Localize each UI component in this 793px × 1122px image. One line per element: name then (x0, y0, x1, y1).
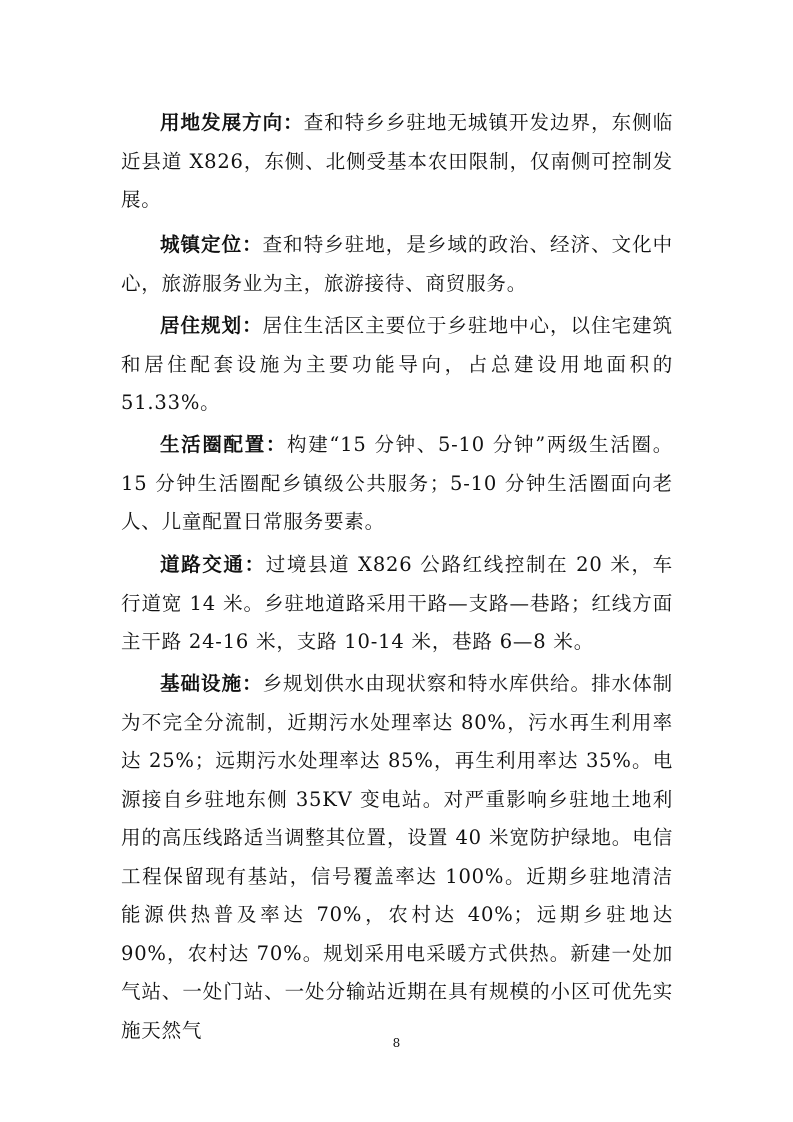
paragraph-town-positioning (121, 226, 673, 303)
paragraph-land-development-direction (121, 104, 673, 220)
paragraph-body: 查和特乡驻地，是乡域的政治、经济、文化中心，旅游服务业为主，旅游接待、商贸服务。 (121, 233, 673, 295)
paragraph-heading: 生活圈配置： (160, 433, 288, 456)
paragraph-body: 乡规划供水由现状察和特水库供给。排水体制为不完全分流制，近期污水处理率达 80%，污水再生利用率达 25%；远期污水处理率达 85%，再生利用率达 35%。电源接自乡驻地东侧 35KV 变电站。对严重影响乡驻地土地利用的高压线路适当调整其位置，设置 40 米宽防护绿地。电信工程保留现有基站，信号覆盖率达 100%。近期乡驻地清洁能源供热普及率达 70%，农村达 40%；远期乡驻地达 90%，农村达 70%。规划采用电采暖方式供热。新建一处加气站、一处门站、一处分输站近期在具有规模的小区可优先实施天然气 (121, 672, 673, 1042)
paragraph-residential-planning (121, 307, 673, 423)
paragraph-living-circle (121, 426, 673, 542)
paragraph-body: 居住生活区主要位于乡驻地中心，以住宅建筑和居住配套设施为主要功能导向，占总建设用地面积的51.33%。 (121, 314, 673, 414)
paragraph-heading: 用地发展方向： (160, 111, 304, 134)
paragraph-heading: 城镇定位： (160, 233, 263, 256)
paragraph-heading: 居住规划： (160, 314, 263, 337)
paragraph-heading: 道路交通： (160, 553, 266, 576)
page-number: 8 (392, 1036, 401, 1050)
paragraph-road-traffic (121, 546, 673, 662)
paragraph-body: 构建“15 分钟、5-10 分钟”两级生活圈。15 分钟生活圈配乡镇级公共服务；5-10 分钟生活圈面向老人、儿童配置日常服务要素。 (121, 433, 673, 533)
paragraph-heading: 基础设施： (160, 672, 263, 695)
paragraph-infrastructure (121, 665, 673, 1050)
paragraph-body: 查和特乡乡驻地无城镇开发边界，东侧临近县道 X826，东侧、北侧受基本农田限制，仅南侧可控制发展。 (121, 111, 673, 211)
paragraph-body: 过境县道 X826 公路红线控制在 20 米，车行道宽 14 米。乡驻地道路采用干路—支路—巷路；红线方面主干路 24-16 米，支路 10-14 米，巷路 6—8 米。 (121, 553, 673, 653)
